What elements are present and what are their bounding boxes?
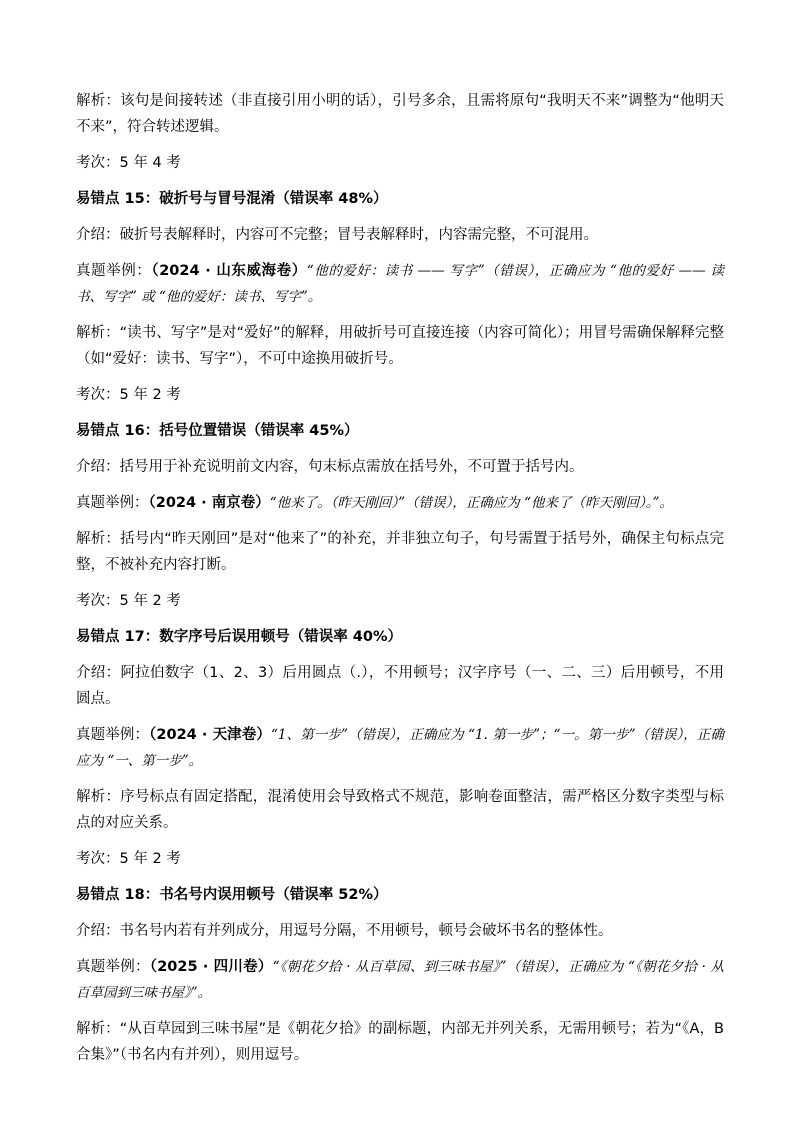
analysis-text: “读书、写字”是对“爱好”的解释，用破折号可直接连接（内容可简化）；用冒号需确保解释完整（如“爱好：读书、写字”），不可中途换用破折号。 bbox=[76, 325, 725, 367]
intro-label: 介绍： bbox=[76, 923, 120, 939]
intro-paragraph bbox=[76, 222, 724, 248]
analysis-text: 该句是间接转述（非直接引用小明的话），引号多余，且需将原句“我明天不来”调整为“他明天不来”，符合转述逻辑。 bbox=[76, 93, 724, 135]
section-heading-16: 易错点 16：括号位置错误（错误率 45%） bbox=[76, 423, 359, 439]
example-label: 真题举例： bbox=[76, 263, 152, 279]
example-source: （2025 · 四川卷） bbox=[149, 959, 273, 975]
intro-paragraph bbox=[76, 918, 724, 944]
exam-count-label: 考次： bbox=[76, 851, 120, 867]
section-heading-15: 易错点 15：破折号与冒号混淆（错误率 48%） bbox=[76, 191, 388, 207]
intro-label: 介绍： bbox=[76, 459, 120, 475]
exam-count-paragraph bbox=[76, 150, 724, 176]
section-heading-18: 易错点 18：书名号内误用顿号（错误率 52%） bbox=[76, 887, 388, 903]
example-text: “《朝花夕拾 · 从百草园、到三味书屋》”（错误），正确应为 “《朝花夕拾 · 从百草园到三味书屋》”。 bbox=[76, 959, 724, 1001]
analysis-label: 解析： bbox=[76, 325, 120, 341]
analysis-text: 括号内“昨天刚回”是对“他来了”的补充，并非独立句子，句号需置于括号外，确保主句标点完整，不被补充内容打断。 bbox=[76, 531, 725, 573]
analysis-paragraph bbox=[76, 526, 724, 578]
intro-paragraph bbox=[76, 660, 724, 712]
analysis-text: “从百草园到三味书屋”是《朝花夕拾》的副标题，内部无并列关系，无需用顿号；若为“《A，B 合集》”（书名内有并列），则用逗号。 bbox=[76, 1021, 725, 1063]
document-content bbox=[76, 88, 724, 1078]
example-paragraph bbox=[76, 258, 724, 310]
exam-count-paragraph bbox=[76, 382, 724, 408]
example-source: （2024 · 山东威海卷） bbox=[151, 263, 307, 279]
intro-text: 书名号内若有并列成分，用逗号分隔，不用顿号，顿号会破坏书名的整体性。 bbox=[119, 923, 613, 939]
analysis-paragraph bbox=[76, 1016, 724, 1068]
section-heading-17: 易错点 17：数字序号后误用顿号（错误率 40%） bbox=[76, 629, 402, 645]
analysis-label: 解析： bbox=[76, 789, 121, 805]
example-label: 真题举例： bbox=[76, 495, 149, 511]
exam-count-paragraph bbox=[76, 588, 724, 614]
exam-count-label: 考次： bbox=[76, 387, 120, 403]
analysis-text: 序号标点有固定搭配，混淆使用会导致格式不规范，影响卷面整洁，需严格区分数字类型与标点的对应关系。 bbox=[76, 789, 725, 831]
example-paragraph bbox=[76, 954, 724, 1006]
intro-text: 括号用于补充说明前文内容，句末标点需放在括号外，不可置于括号内。 bbox=[119, 459, 584, 475]
analysis-label: 解析： bbox=[76, 1021, 120, 1037]
exam-count-label: 考次： bbox=[76, 593, 120, 609]
exam-count-text: 5 年 2 考 bbox=[119, 851, 181, 867]
analysis-label: 解析： bbox=[76, 93, 121, 109]
example-paragraph bbox=[76, 490, 724, 516]
intro-paragraph bbox=[76, 454, 724, 480]
exam-count-text: 5 年 2 考 bbox=[119, 593, 181, 609]
intro-text: 阿拉伯数字（1、2、3）后用圆点（.），不用顿号；汉字序号（一、二、三）后用顿号，不用圆点。 bbox=[76, 665, 724, 707]
example-label: 真题举例： bbox=[76, 727, 150, 743]
analysis-paragraph bbox=[76, 784, 724, 836]
intro-label: 介绍： bbox=[76, 227, 120, 243]
exam-count-label: 考次： bbox=[76, 155, 120, 171]
example-text: “他来了。（昨天刚回）”（错误），正确应为 “他来了（昨天刚回）。”。 bbox=[269, 495, 673, 511]
analysis-paragraph bbox=[76, 88, 724, 140]
example-source: （2024 · 南京卷） bbox=[148, 495, 270, 511]
example-text: “1、第一步”（错误），正确应为 “1. 第一步”；“一。第一步”（错误），正确应为 “一、第一步”。 bbox=[76, 727, 725, 769]
intro-text: 破折号表解释时，内容可不完整；冒号表解释时，内容需完整，不可混用。 bbox=[119, 227, 598, 243]
analysis-paragraph bbox=[76, 320, 724, 372]
exam-count-paragraph bbox=[76, 846, 724, 872]
example-paragraph bbox=[76, 722, 724, 774]
exam-count-text: 5 年 4 考 bbox=[119, 155, 181, 171]
example-label: 真题举例： bbox=[76, 959, 150, 975]
analysis-label: 解析： bbox=[76, 531, 121, 547]
exam-count-text: 5 年 2 考 bbox=[119, 387, 181, 403]
intro-label: 介绍： bbox=[76, 665, 121, 681]
example-text: “他的爱好：读书 —— 写字”（错误），正确应为 “他的爱好 —— 读书、写字” 或 “他的爱好：读书、写字”。 bbox=[76, 263, 724, 305]
example-source: （2024 · 天津卷） bbox=[149, 727, 272, 743]
